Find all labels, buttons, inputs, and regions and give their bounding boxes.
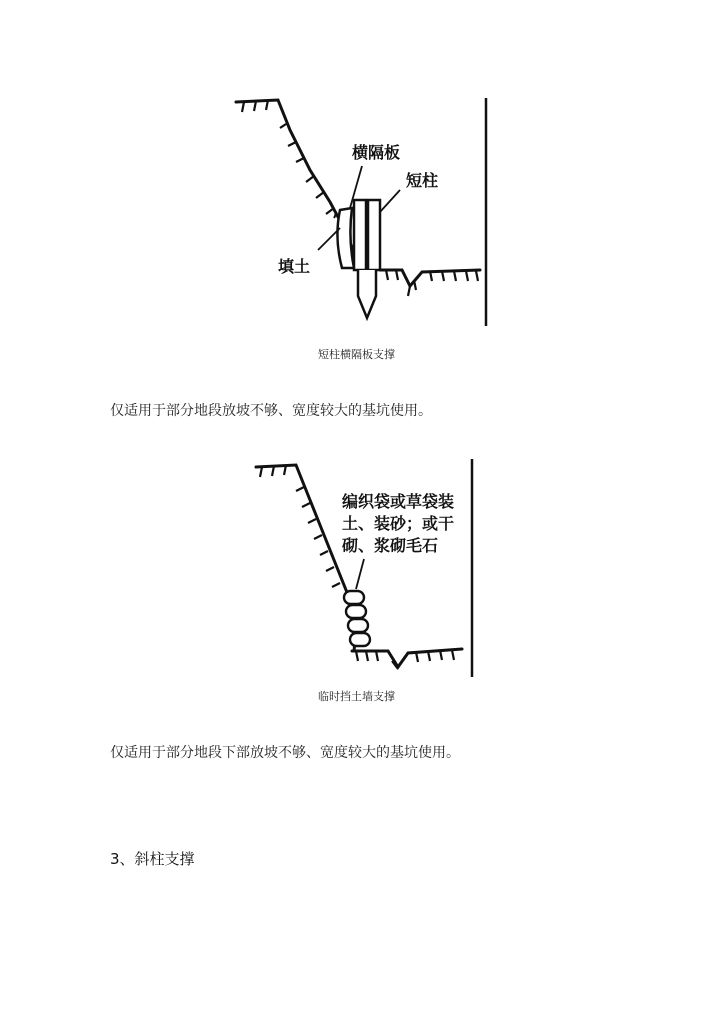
slope-hatching [260, 465, 340, 587]
figure2-caption: 临时挡土墙支撑 [318, 690, 395, 703]
label-bags-line2: 土、装砂；或干 [342, 514, 455, 533]
paragraph-1: 仅适用于部分地段放坡不够、宽度较大的基坑使用。 [110, 403, 432, 419]
label-bags-line3: 砌、浆砌毛石 [342, 536, 439, 555]
crossboard-shape [337, 208, 354, 268]
label-fill-soil: 填土 [278, 257, 311, 276]
figure-temporary-retaining-wall [252, 455, 482, 685]
short-post-shape [354, 200, 380, 318]
slope-ground-line [256, 465, 356, 651]
paragraph-2: 仅适用于部分地段下部放坡不够、宽度较大的基坑使用。 [110, 745, 460, 761]
slope-hatching [242, 100, 334, 214]
section-heading: 3、斜柱支撑 [110, 850, 195, 868]
stacked-bags [344, 591, 370, 646]
figure-short-post-crossboard [230, 90, 500, 330]
figure1-caption: 短柱横隔板支撑 [318, 348, 395, 361]
ground-right-hatching [386, 270, 478, 296]
leader-line [356, 559, 364, 589]
label-short-post: 短柱 [406, 171, 439, 190]
label-crossboard: 横隔板 [352, 143, 401, 162]
label-bags-line1: 编织袋或草袋装 [342, 492, 455, 511]
